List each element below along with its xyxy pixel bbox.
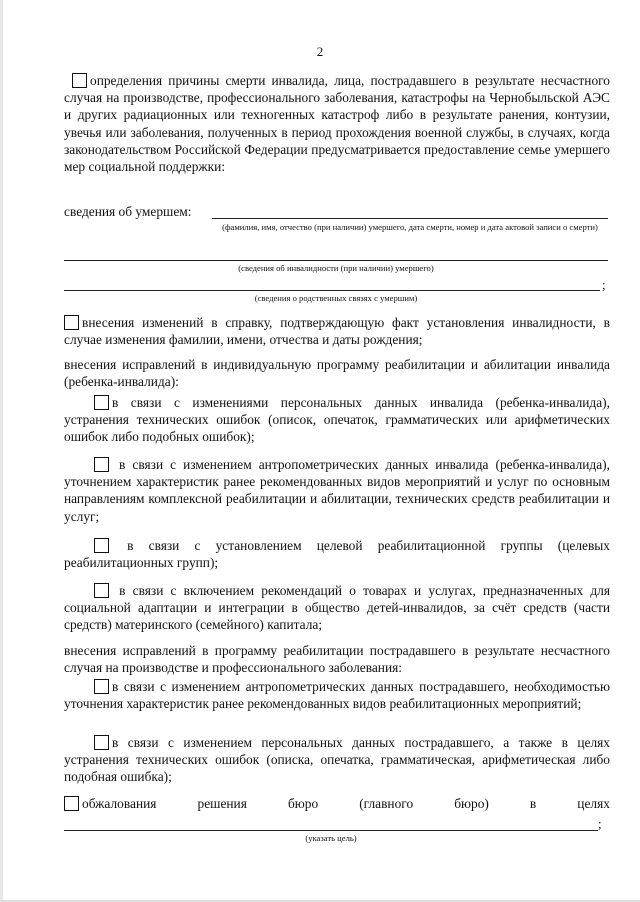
- disability-caption: (сведения об инвалидности (при наличии) умершего): [238, 263, 434, 273]
- relatives-semicolon: ;: [602, 277, 606, 292]
- appeal-word: бюро): [454, 796, 489, 811]
- deceased-caption: (фамилия, имя, отчество (при наличии) умершего, дата смерти, номер и дата актовой записи о смерти): [222, 222, 598, 232]
- deceased-line[interactable]: [212, 218, 608, 219]
- appeal-caption: (указать цель): [305, 833, 357, 843]
- ipra-goods-text: в связи с включением рекомендаций о товарах и услугах, предназначенных для социальной адаптации и интеграции в общество детей-инвалидов, за счёт средств (части средств) материнского (семейного) капитала;: [64, 583, 610, 633]
- appeal-first: [64, 796, 156, 812]
- appeal-semicolon: ;: [598, 816, 602, 831]
- appeal-row: [64, 796, 610, 812]
- checkbox-prp-personal[interactable]: [94, 735, 109, 750]
- relatives-line[interactable]: [64, 290, 600, 291]
- appeal-word: целях: [577, 796, 610, 811]
- relatives-caption: (сведения о родственных связях с умершим): [254, 293, 418, 303]
- disability-line[interactable]: [64, 260, 608, 261]
- ipra-anthro-text: в связи с изменением антропометрических данных инвалида (ребенка-инвалида), уточнением характеристик ранее рекомендованных видов мероприятий и услуг по основным направлениям комплексной реабилитации и абилитации, технических средств реабилитации и услуг;: [64, 457, 610, 524]
- ipra-personal-paragraph: [64, 394, 610, 446]
- appeal-word: обжалования: [82, 796, 157, 811]
- page-number: 2: [316, 44, 324, 59]
- appeal-word: (главного: [359, 796, 414, 811]
- ipra-anthro-paragraph: [64, 456, 610, 525]
- ipra-target-paragraph: [64, 537, 610, 571]
- ipra-intro: внесения исправлений в индивидуальную программу реабилитации и абилитации инвалида (ребенка-инвалида):: [64, 357, 610, 390]
- checkbox-ipra-goods[interactable]: [94, 583, 109, 598]
- checkbox-prp-anthro[interactable]: [94, 679, 109, 694]
- ipra-goods-paragraph: [64, 582, 610, 634]
- appeal-word: решения: [197, 796, 247, 811]
- appeal-word: бюро: [287, 796, 319, 811]
- certificate-change-paragraph: [64, 314, 610, 348]
- appeal-line[interactable]: [64, 830, 598, 831]
- prp-personal-text: в связи с изменением персональных данных пострадавшего, а также в целях устранения технических ошибок (описка, опечатка, грамматическая, арифметическая либо подобная ошибка);: [64, 735, 610, 785]
- checkbox-ipra-target[interactable]: [94, 538, 109, 553]
- checkbox-certificate-change[interactable]: [64, 315, 79, 330]
- ipra-personal-text: в связи с изменениями персональных данных инвалида (ребенка-инвалида), устранения технических ошибок (описок, опечаток, грамматических или арифметических ошибок либо подобных ошибок);: [64, 395, 610, 445]
- prp-intro: внесения исправлений в программу реабилитации пострадавшего в результате несчастного случая на производстве и профессионального заболевания:: [64, 643, 610, 676]
- checkbox-ipra-anthro[interactable]: [94, 457, 109, 472]
- death-cause-paragraph: [64, 72, 610, 175]
- appeal-word: в: [529, 796, 537, 811]
- death-cause-text: определения причины смерти инвалида, лица, пострадавшего в результате несчастного случая на производстве, профессионального заболевания, катастрофы на Чернобыльской АЭС и других радиационных или техногенных катастроф либо в результате ранения, контузии, увечья или заболевания, полученных в период прохождения военной службы, в случаях, когда законодательством Российской Федерации предусматривается предоставление семье умершего мер социальной поддержки:: [64, 73, 610, 175]
- prp-anthro-text: в связи с изменением антропометрических данных пострадавшего, необходимостью уточнения характеристик ранее рекомендованных видов реабилитационных мероприятий;: [64, 679, 610, 712]
- checkbox-death-cause[interactable]: [72, 73, 87, 88]
- prp-personal-paragraph: [64, 734, 610, 786]
- checkbox-appeal[interactable]: [64, 796, 79, 811]
- scan-edge: [0, 0, 3, 902]
- certificate-change-text: внесения изменений в справку, подтверждающую факт установления инвалидности, в случае изменения фамилии, имени, отчества и даты рождения;: [64, 315, 610, 348]
- deceased-label: сведения об умершем:: [64, 204, 192, 219]
- ipra-target-text: в связи с установлением целевой реабилитационной группы (целевых реабилитационных групп);: [64, 538, 610, 571]
- checkbox-ipra-personal[interactable]: [94, 395, 109, 410]
- prp-anthro-paragraph: [64, 678, 610, 712]
